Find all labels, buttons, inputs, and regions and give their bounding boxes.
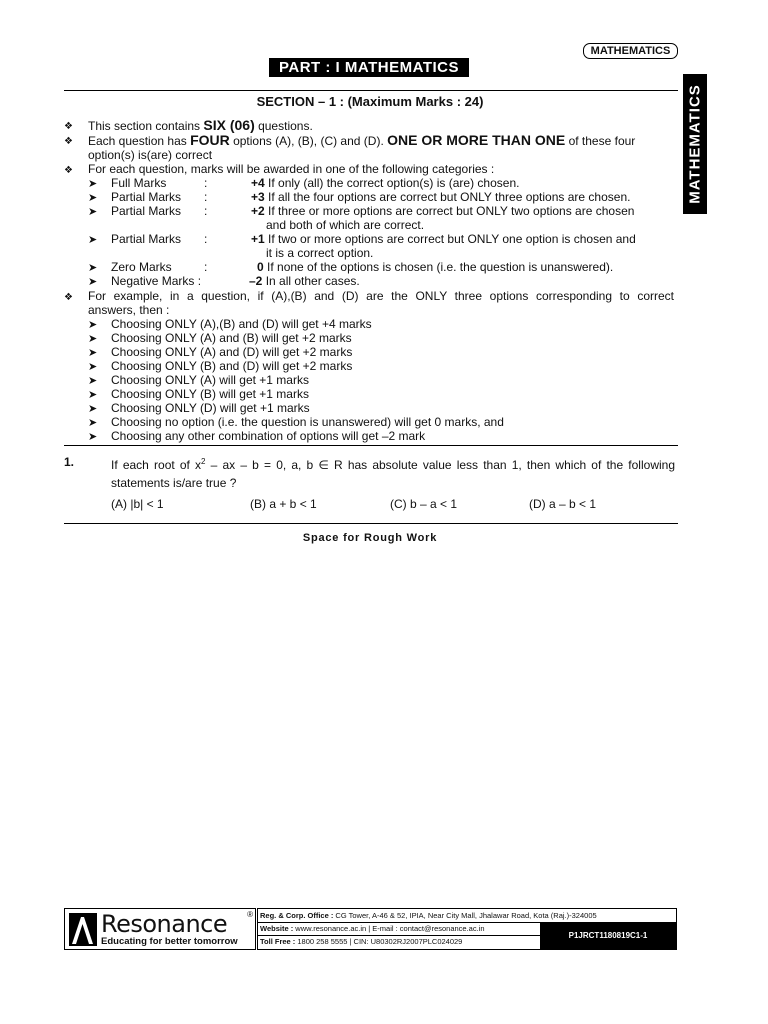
instruction-line-2-cont: option(s) is(are) correct (88, 148, 213, 162)
list-item: ➤ Choosing ONLY (A),(B) and (D) will get +4 marks (88, 317, 372, 331)
list-item: ➤ Choosing ONLY (A) will get +1 marks (88, 373, 309, 387)
registered-mark: ® (247, 910, 253, 919)
part-title: PART : I MATHEMATICS (269, 58, 469, 77)
bullet-icon: ❖ (64, 136, 73, 147)
rough-work-label: Space for Rough Work (302, 532, 438, 544)
arrow-icon: ➤ (88, 389, 98, 401)
instruction-line-2: ❖ Each question has FOUR options (A), (B), (C) and (D). ONE OR MORE THAN ONE of these four (64, 132, 636, 148)
list-item: ➤ Choosing ONLY (A) and (B) will get +2 marks (88, 331, 352, 345)
bullet-icon: ❖ (64, 165, 73, 176)
bullet-icon: ❖ (64, 121, 73, 132)
office-address: Reg. & Corp. Office : CG Tower, A-46 & 52, IPIA, Near City Mall, Jhalawar Road, Kota (Raj.)-324005 (260, 911, 597, 920)
paper-code: P1JRCT1180819C1-1 (540, 922, 676, 949)
list-item: ➤ Choosing no option (i.e. the question is unanswered) will get 0 marks, and (88, 415, 504, 429)
footer-logo (64, 908, 256, 950)
divider-rough (64, 523, 678, 524)
instruction-line-3: ❖ For each question, marks will be awarded in one of the following categories : (64, 162, 495, 176)
list-item: ➤ Choosing any other combination of options will get –2 mark (88, 429, 426, 443)
list-item: ➤ Choosing ONLY (B) and (D) will get +2 marks (88, 359, 353, 373)
website-email: Website : www.resonance.ac.in | E-mail : contact@resonance.ac.in (260, 924, 485, 933)
arrow-icon: ➤ (88, 234, 98, 246)
section-title: SECTION – 1 : (Maximum Marks : 24) (256, 94, 484, 109)
category-row-cont: and both of which are correct. (266, 218, 425, 232)
bullet-icon: ❖ (64, 292, 73, 303)
arrow-icon: ➤ (88, 319, 98, 331)
question-text-cont: statements is/are true ? (111, 476, 237, 490)
arrow-icon: ➤ (88, 403, 98, 415)
arrow-icon: ➤ (88, 192, 98, 204)
option-a: (A) |b| < 1 (111, 497, 164, 511)
arrow-icon: ➤ (88, 431, 98, 443)
arrow-icon: ➤ (88, 276, 98, 288)
arrow-icon: ➤ (88, 417, 98, 429)
category-row: ➤ Partial Marks : +3 If all the four options are correct but ONLY three options are chosen. (88, 190, 631, 204)
arrow-icon: ➤ (88, 361, 98, 373)
resonance-logo-icon (69, 913, 97, 946)
arrow-icon: ➤ (88, 262, 98, 274)
question-number: 1. (64, 455, 75, 469)
instruction-line-1: ❖ This section contains SIX (06) questions. (64, 117, 313, 133)
arrow-icon: ➤ (88, 206, 98, 218)
option-d: (D) a – b < 1 (529, 497, 597, 511)
subject-tag: MATHEMATICS (583, 43, 678, 59)
category-row: ➤ Partial Marks : +2 If three or more options are correct but ONLY two options are chosen (88, 204, 635, 218)
list-item: ➤ Choosing ONLY (D) will get +1 marks (88, 401, 310, 415)
arrow-icon: ➤ (88, 178, 98, 190)
category-row: ➤ Partial Marks : +1 If two or more options are correct but ONLY one option is chosen and (88, 232, 636, 246)
arrow-icon: ➤ (88, 333, 98, 345)
divider-top (64, 90, 678, 91)
divider-question (64, 445, 678, 446)
category-row: ➤ Full Marks : +4 If only (all) the correct option(s) is (are) chosen. (88, 176, 520, 190)
option-c: (C) b – a < 1 (390, 497, 458, 511)
list-item: ➤ Choosing ONLY (A) and (D) will get +2 marks (88, 345, 353, 359)
toll-free: Toll Free : 1800 258 5555 | CIN: U80302RJ2007PLC024029 (260, 937, 463, 946)
logo-tagline: Educating for better tomorrow (101, 936, 238, 947)
category-row: ➤ Negative Marks : –2 In all other cases. (88, 274, 360, 288)
list-item: ➤ Choosing ONLY (B) will get +1 marks (88, 387, 309, 401)
category-row-cont: it is a correct option. (266, 246, 374, 260)
logo-name: Resonance (101, 910, 228, 938)
arrow-icon: ➤ (88, 347, 98, 359)
example-line-1: ❖ For example, in a question, if (A),(B) and (D) are the ONLY three options corresponding to correct (64, 289, 674, 303)
question-text: If each root of $x^2$ – ax – b = 0, a, b ∈ R has absolute value less than 1, then which of the following (111, 457, 675, 472)
side-tab-label: MATHEMATICS (686, 84, 704, 204)
arrow-icon: ➤ (88, 375, 98, 387)
example-line-2: answers, then : (88, 303, 170, 317)
category-row: ➤ Zero Marks : 0 If none of the options is chosen (i.e. the question is unanswered). (88, 260, 614, 274)
option-b: (B) a + b < 1 (250, 497, 317, 511)
footer-info (257, 908, 677, 950)
